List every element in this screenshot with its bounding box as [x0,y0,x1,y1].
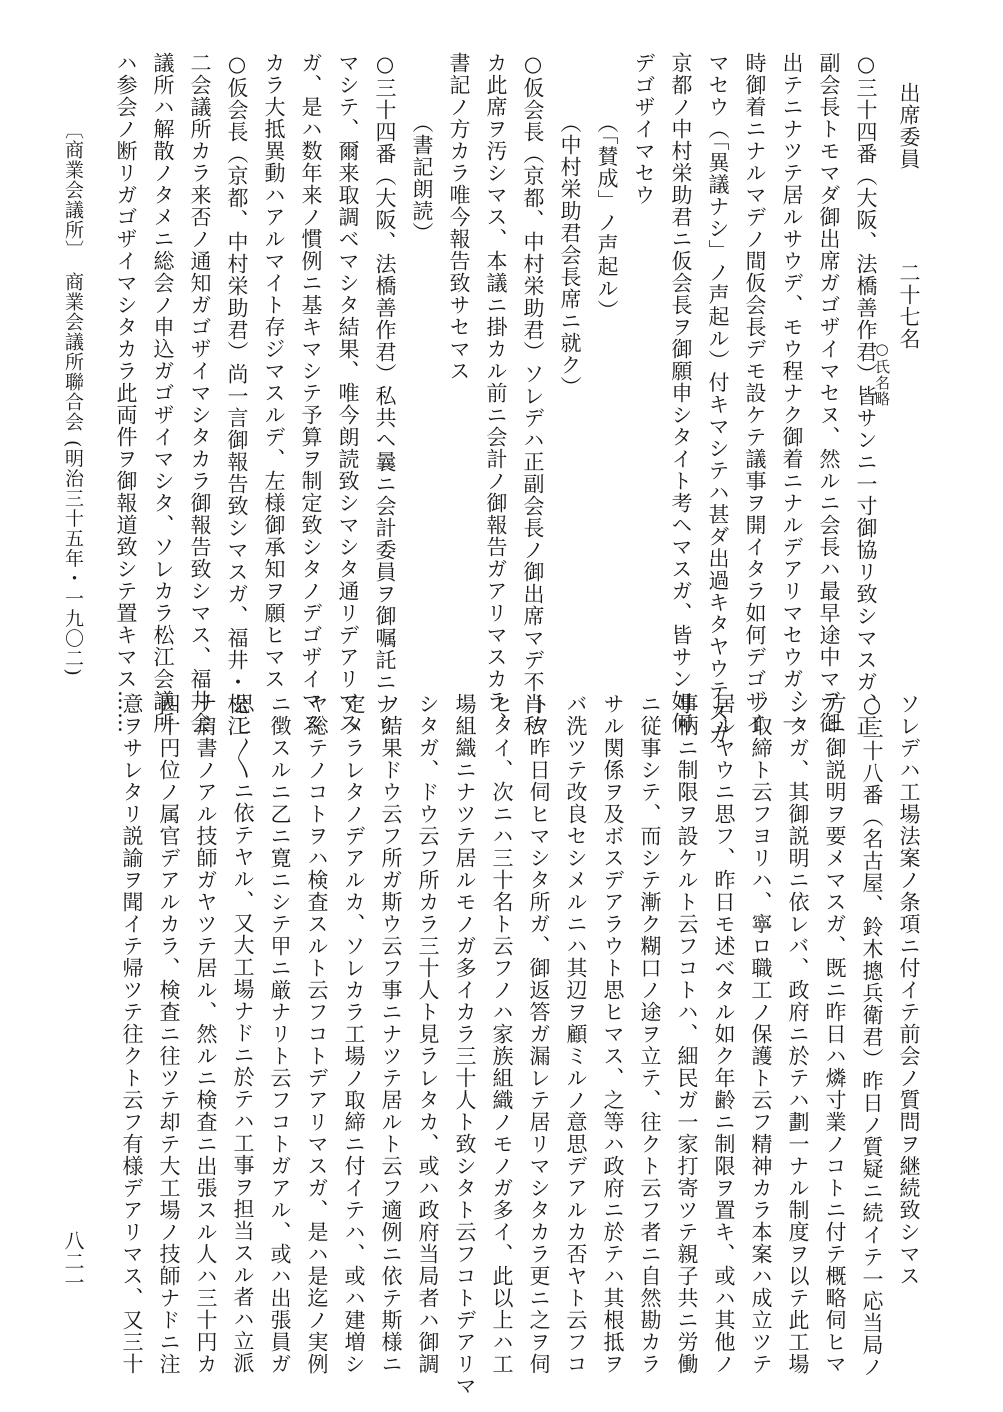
text-line: 議所ハ解散ノタメニ総会ノ申込ガゴザイマシタ、ソレカラ松江会議所 [151,52,175,734]
text-line: 二会議所カラ来否ノ通知ガゴザイマシタカラ御報告致シマス、福井会 [188,52,212,734]
footer-label: 〔商業会議所〕 [62,120,84,260]
footer-publisher: 商業会議所聯合会 [62,272,84,432]
text-line: ノ結果ドウ云フ所ガ斯ウ云フ事ニナツテ居ルト云フ適例ニ依テ斯様ニ [379,693,403,1375]
text-line: カ此席ヲ汚シマス、本議ニ掛カル前ニ会計ノ御報告ガアリマスカラ、 [484,52,508,734]
stage-direction: （書記朗読） [410,112,434,244]
text-line: ハ参会ノ断リガゴザイマシタカラ此両件ヲ御報道致シテ置キマス…… [114,52,138,734]
text-line: シタガ、ドウ云フ所カラ三十人ト見ラレタカ、或ハ政府当局者ハ御調 [416,693,440,1375]
text-line: デゴザイマセウ [632,52,656,206]
text-line: ニ従事シテ、而シテ漸ク糊口ノ途ヲ立テ、往クト云フ者ニ自然勘カラ [638,693,662,1375]
text-line: 方ニ御説明ヲ要メマスガ、既ニ昨日ハ燐寸業ノコトニ付テ概略伺ヒマ [823,693,847,1375]
attendance-count: 二十七名 [897,262,921,350]
text-line: ソレデハ工場法案ノ条項ニ付イテ前会ノ質問ヲ継続致シマス [897,693,921,1287]
text-line: 副会長トモマダ御出席ガゴザイマセヌ、然ルニ会長ハ最早途中マデ御 [817,52,841,734]
text-line: 場組織ニナツテ居ルモノガ多イカラ三十人ト致シタト云フコトデアリマ [453,693,477,1397]
text-line: ガ、是ハ数年来ノ慣例ニ基キマシテ予算ヲ制定致シタノデゴザイマス [299,52,323,734]
text-line: マシテ、爾来取調ベマシタ結果、唯今朗読致シマシタ通リデアリマス [336,52,360,734]
page-number: 八二一 [61,1230,85,1293]
text-line: シタガ、其御説明ニ依レバ、政府ニ於テハ劃一ナル制度ヲ以テ此工場 [786,693,810,1375]
text-line: ○仮会長（京都、中村栄助君）尚一言御報告致シマスガ、福井・松江 [225,52,249,737]
text-line: ニ徴スルニ乙ニ寛ニシテ甲ニ厳ナリト云フコトガアル、或ハ出張員ガ [268,693,292,1375]
text-line: ヒタイ、次ニハ三十名ト云フノハ家族組織ノモノガ多イ、此以上ハ工 [490,693,514,1375]
stage-direction: （「賛成」ノ声起ル） [595,112,619,322]
text-line: 事柄ニ制限ヲ設ケルト云フコトハ、細民ガ一家打寄ツテ親子共ニ労働 [675,693,699,1375]
text-line: 定メラレタノデアルカ、ソレカラ工場ノ取締ニ付イテハ、或ハ建増シ [342,693,366,1375]
text-line: 意ヲサレタリ説諭ヲ聞イテ帰ツテ往クト云フ有様デアリマス、又三十 [120,693,144,1375]
attendance-label: 出席委員 [897,82,921,170]
text-line: サル関係ヲ及ボスデアラウト思ヒマス、之等ハ政府ニ於テハ其根抵ヲ [601,693,625,1375]
text-line: ○三十四番（大阪、法橋善作君）皆サンニ一寸御協リ致シマスガ、正 [854,52,878,737]
text-line: ノ取締ト云フヨリハ、寧ロ職工ノ保護ト云フ精神カラ本案ハ成立ツテ [749,693,773,1375]
text-line: ヤ総テノコトヲハ検査スルト云フコトデアリマスガ、是ハ是迄ノ実例 [305,693,329,1375]
text-line: 居ルヤウニ思フ、昨日モ述ベタル如ク年齢ニ制限ヲ置キ、或ハ其他ノ [712,693,736,1375]
text-line: ○三十八番（名古屋、鈴木摠兵衛君）昨日ノ質疑ニ続イテ一応当局ノ [860,693,884,1378]
text-line: トヲ昨日伺ヒマシタ所ガ、御返答ガ漏レテ居リマシタカラ更ニ之ヲ伺 [527,693,551,1375]
text-line: ○三十四番（大阪、法橋善作君）私共ヘ曩ニ会計委員ヲ御嘱託ニナリ [373,52,397,737]
text-line: 書記ノ方カラ唯今報告致サセマス [447,52,471,382]
text-line: 京都ノ中村栄助君ニ仮会長ヲ御願申シタイト考ヘマスガ、皆サン如何 [669,52,693,734]
name-omitted-note: ○氏名略 [873,340,891,407]
text-line: ○仮会長（京都、中村栄助君）ソレデハ正副会長ノ御出席マデ不肖私 [521,52,545,737]
text-line: 出テニナツテ居ルサウデ、モウ程ナク御着ニナルデアリマセウガ、一 [780,52,804,734]
text-line: 四十円位ノ属官デアルカラ、検査ニ往ツテ却テ大工場ノ技師ナドニ注 [157,693,181,1375]
text-line: バ洗ツテ改良セシメルニハ其辺ヲ顧ミルノ意思デアルカ否ヤト云フコ [564,693,588,1375]
text-line: 時御着ニナルマデノ間仮会長デモ設ケテ議事ヲ開イタラ如何デゴザイ [743,52,767,734]
text-line: 思ヒ〳〵ニ依テヤル、又大工場ナドニ於テハ工事ヲ担当スル者ハ立派 [231,693,255,1374]
text-line: マセウ（「異議ナシ」ノ声起ル）付キマシテハ甚ダ出過キタヤウテスガ [706,52,730,746]
text-line: ナ肩書ノアル技師ガヤツテ居ル、然ルニ検査ニ出張スル人ハ三十円カ [194,693,218,1375]
text-line: カラ大抵異動ハアルマイト存ジマスルデ、左様御承知ヲ願ヒマス [262,52,286,690]
stage-direction: （中村栄助君会長席ニ就ク） [558,112,582,398]
footer-year: (明治三十五年・一九〇二) [62,440,84,677]
